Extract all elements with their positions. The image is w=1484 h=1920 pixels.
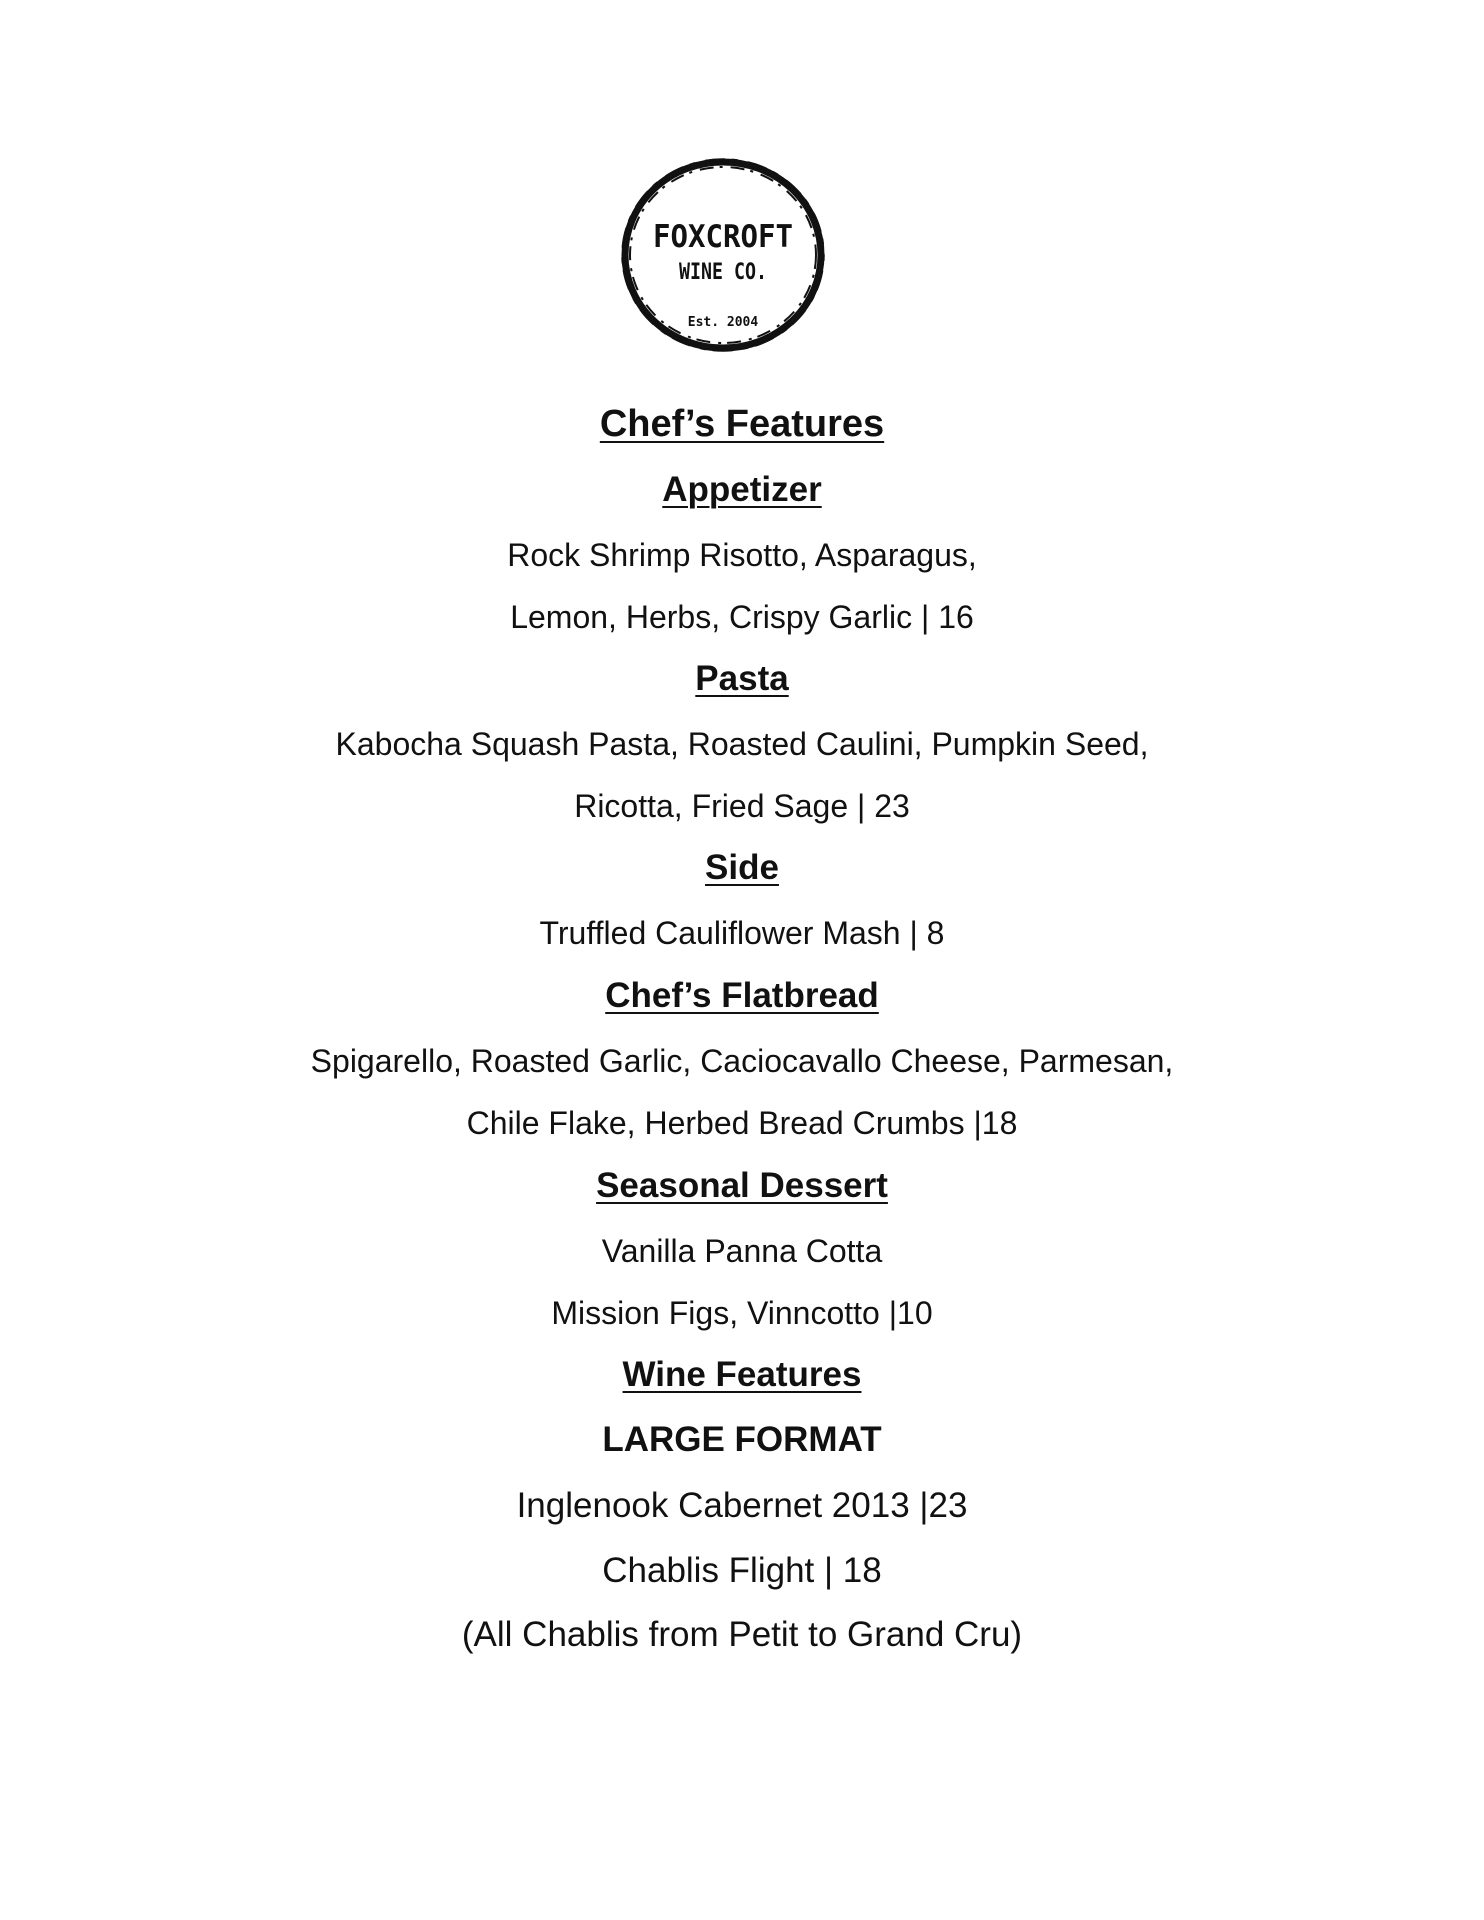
menu-item-line: Ricotta, Fried Sage | 23 (574, 788, 910, 824)
logo-ring-icon (618, 155, 828, 355)
menu-item-line: Rock Shrimp Risotto, Asparagus, (507, 537, 977, 573)
menu-item-line: Vanilla Panna Cotta (601, 1233, 883, 1269)
section-heading-flatbread: Chef’s Flatbread (605, 976, 879, 1015)
wine-item-line: Inglenook Cabernet 2013 |23 (516, 1486, 968, 1525)
menu-item-line: Spigarello, Roasted Garlic, Caciocavallo Cheese, Parmesan, (310, 1043, 1174, 1079)
wine-item-line: Chablis Flight | 18 (602, 1551, 882, 1590)
menu-item-line: Chile Flake, Herbed Bread Crumbs |18 (466, 1105, 1018, 1141)
page-title: Chef’s Features (599, 403, 885, 445)
foxcroft-logo (618, 155, 828, 355)
menu-item-line: Truffled Cauliflower Mash | 8 (539, 915, 945, 951)
menu-item-line: Lemon, Herbs, Crispy Garlic | 16 (510, 599, 974, 635)
section-heading-pasta: Pasta (695, 659, 789, 698)
section-heading-side: Side (705, 848, 779, 887)
logo-subname: WINE CO. (679, 260, 767, 285)
logo-name: FOXCROFT (653, 219, 793, 255)
menu-item-line: Kabocha Squash Pasta, Roasted Caulini, Pumpkin Seed, (335, 726, 1149, 762)
wine-subheading: LARGE FORMAT (602, 1420, 882, 1459)
section-heading-dessert: Seasonal Dessert (596, 1166, 888, 1205)
section-heading-appetizer: Appetizer (662, 470, 822, 509)
section-heading-wine: Wine Features (622, 1355, 862, 1394)
wine-note: (All Chablis from Petit to Grand Cru) (461, 1615, 1023, 1654)
menu-item-line: Mission Figs, Vinncotto |10 (551, 1295, 933, 1331)
logo-established: Est. 2004 (687, 315, 759, 330)
